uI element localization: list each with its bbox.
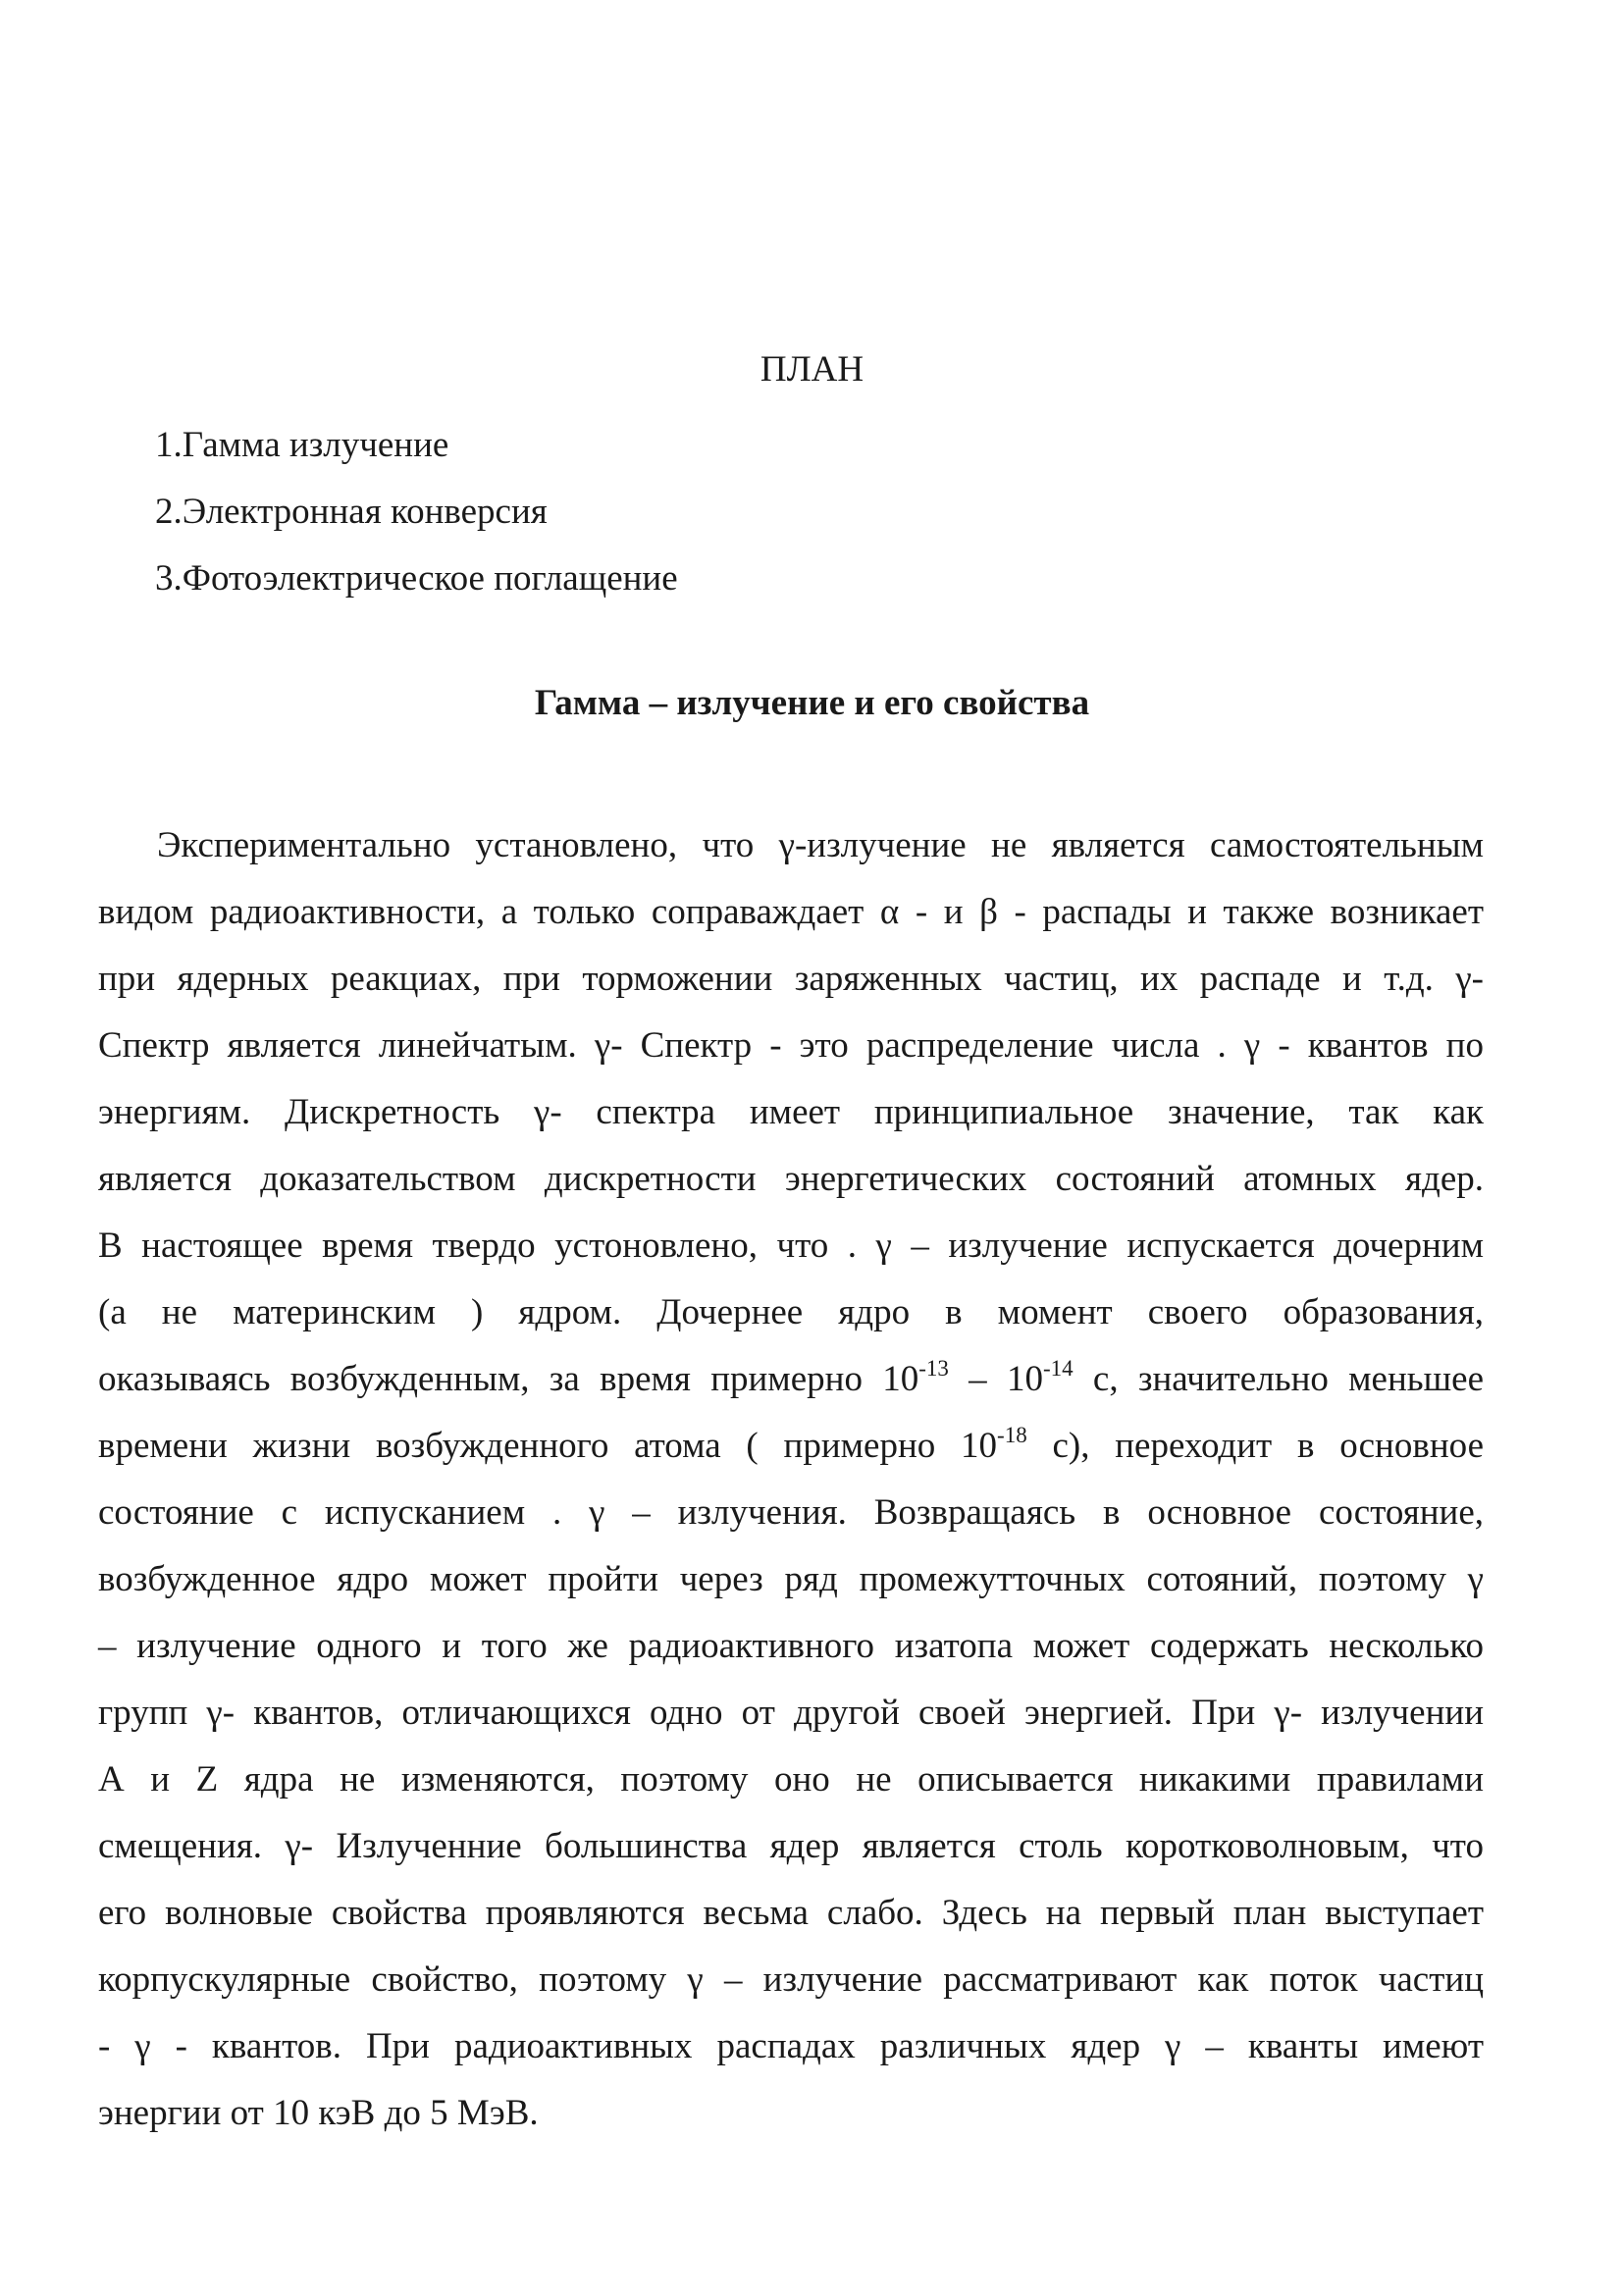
paragraph-line-11: состояние с испусканием . γ – излучения. Возвращаясь в основное состояние, xyxy=(98,1492,1484,1533)
paragraph-line-6: является доказательством дискретности энергетических состояний атомных ядер. xyxy=(98,1159,1484,1199)
exponent-minus-14: -14 xyxy=(1042,1356,1074,1381)
plan-item-3: 3.Фотоэлектрическое поглащение xyxy=(155,558,678,599)
plan-title: ПЛАН xyxy=(760,349,864,390)
line-9-text-c: с, значительно меньшее xyxy=(1073,1359,1484,1399)
paragraph-line-3: при ядерных реакциах, при торможении заряженных частиц, их распаде и т.д. γ- xyxy=(98,959,1484,999)
paragraph-line-17: его волновые свойства проявляются весьма слабо. Здесь на первый план выступает xyxy=(98,1893,1484,1933)
paragraph-line-14: групп γ- квантов, отличающихся одно от другой своей энергией. При γ- излучении xyxy=(98,1693,1484,1733)
paragraph-line-2: видом радиоактивности, а только соправаждает α - и β - распады и также возникает xyxy=(98,892,1484,932)
paragraph-line-18: корпускулярные свойство, поэтому γ – излучение рассматривают как поток частиц xyxy=(98,1959,1484,2000)
paragraph-line-7: В настоящее время твердо устоновлено, что . γ – излучение испускается дочерним xyxy=(98,1226,1484,1266)
line-10-text-a: времени жизни возбужденного атома ( примерно 10 xyxy=(98,1426,998,1466)
exponent-minus-13: -13 xyxy=(918,1356,949,1381)
paragraph-line-16: смещения. γ- Излученние большинства ядер является столь коротковолновым, что xyxy=(98,1826,1484,1866)
plan-item-2: 2.Электронная конверсия xyxy=(155,492,548,532)
line-10-text-b: с), переходит в основное xyxy=(1026,1426,1484,1466)
paragraph-line-15: А и Z ядра не изменяются, поэтому оно не описывается никакими правилами xyxy=(98,1759,1484,1800)
paragraph-line-20: энергии от 10 кэВ до 5 МэВ. xyxy=(98,2093,539,2133)
paragraph-line-8: (а не материнским ) ядром. Дочернее ядро в момент своего образования, xyxy=(98,1292,1484,1332)
paragraph-line-12: возбужденное ядро может пройти через ряд промежутточных сотояний, поэтому γ xyxy=(98,1559,1484,1599)
paragraph-line-9 xyxy=(98,1346,1484,1413)
paragraph-line-10 xyxy=(98,1413,1484,1480)
paragraph-line-5: энергиям. Дискретность γ- спектра имеет принципиальное значение, так как xyxy=(98,1092,1484,1132)
line-9-text-b: – 10 xyxy=(948,1359,1043,1399)
plan-item-1: 1.Гамма излучение xyxy=(155,425,449,465)
body-paragraph xyxy=(98,812,1484,2147)
paragraph-line-13: – излучение одного и того же радиоактивного изатопа может содержать несколько xyxy=(98,1626,1484,1666)
paragraph-line-1: Экспериментально установлено, что γ-излучение не является самостоятельным xyxy=(157,825,1484,865)
line-9-text-a: оказываясь возбужденным, за время примерно 10 xyxy=(98,1359,919,1399)
paragraph-line-4: Спектр является линейчатым. γ- Спектр - это распределение числа . γ - квантов по xyxy=(98,1025,1484,1066)
section-title: Гамма – излучение и его свойства xyxy=(534,683,1090,723)
paragraph-line-19: - γ - квантов. При радиоактивных распадах различных ядер γ – кванты имеют xyxy=(98,2026,1484,2066)
plan-list xyxy=(155,412,678,612)
exponent-minus-18: -18 xyxy=(997,1423,1027,1447)
